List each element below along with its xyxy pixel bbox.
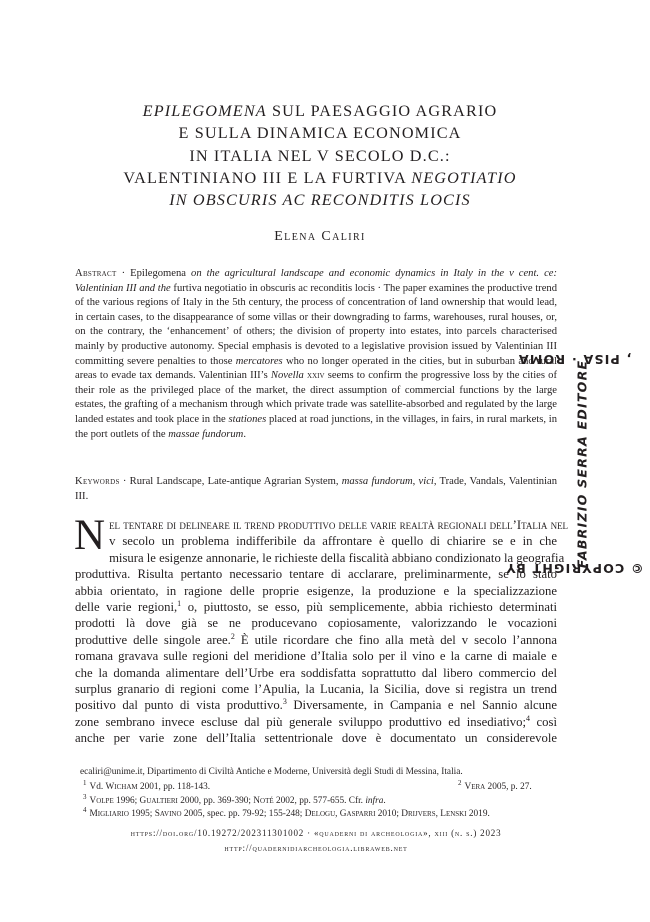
footnote-row bbox=[75, 781, 557, 794]
body-text bbox=[74, 512, 569, 747]
body-line: abbia orientato, in ragione delle proprie esigenze, la produzione e la specializzazione bbox=[75, 583, 557, 598]
footnote-ref[interactable]: 1 bbox=[177, 598, 182, 608]
footnote-2: $^2$ Vera 2005, p. 27. bbox=[458, 779, 532, 793]
copyright-text: © COPYRIGHT BY FABRIZIO SERRA EDITORE , PISA · ROMA bbox=[505, 352, 644, 576]
body-line: delle varie regioni,$^1$ o, piuttosto, se esso, più semplicemente, abbia richiesto determinati bbox=[75, 598, 557, 615]
body-line: misura le esigenze annonarie, le richieste della fiscalità abbiano condizionato la geografia bbox=[109, 550, 565, 565]
body-line: v secolo un problema indifferibile da affrontare è quello di chiarire se e in che bbox=[109, 534, 557, 549]
title-line-3: IN ITALIA NEL V SECOLO D.C.: bbox=[189, 146, 451, 165]
footnote-1: $^1$ Vd. Wicham 2001, pp. 118-143. bbox=[83, 779, 211, 793]
body-line: prodotti là dove già se ne producevano copiosamente, valorizzando le vocazioni bbox=[75, 616, 557, 631]
keywords: Keywords · Rural Landscape, Late-antique Agrarian System, massa fundorum, vici, Trade, Vandals, Valentinian III. bbox=[75, 476, 558, 502]
body-line: surplus granario di regioni come l’Apulia, la Lucania, la Sicilia, dove si registra un trend bbox=[75, 682, 557, 697]
doi-link[interactable]: https://doi.org/10.19272/202311301002 · «quaderni di archeologia», xiii (n. s.) 2023 bbox=[130, 828, 502, 838]
footnote-3: $^3$ Volpe 1996; Gualtieri 2000, pp. 369-390; Noté 2002, pp. 577-655. Cfr. infra. bbox=[83, 792, 386, 806]
title-line-1: EPILEGOMENA SUL PAESAGGIO AGRARIO bbox=[142, 102, 498, 120]
footnote-ref[interactable]: 4 bbox=[525, 713, 530, 723]
footnote-ref[interactable]: 3 bbox=[282, 697, 287, 707]
footnote-4: $^4$ Migliario 1995; Savino 2005, spec. pp. 79-92; 155-248; Delogu, Gasparri 2010; Drijvers, Lenski 2019. bbox=[83, 806, 490, 820]
journal-url-link[interactable]: http://quadernidiarcheologia.libraweb.net bbox=[224, 843, 408, 853]
author-affiliation: ecaliri@unime.it, Dipartimento di Civiltà Antiche e Moderne, Università degli Studi di Messina, Italia. bbox=[80, 767, 463, 777]
abstract: Abstract · Epilegomena on the agricultural landscape and economic dynamics in Italy in the v cent. ce: Valentinian III and the furtiva negotiatio in obscuris ac reconditis locis · The paper examines the productive trend of the various regions of Italy in the 5th century, the process of concentration of land ownership that would lead, in certain cases, to the disappearance of some villas or their downgrading to farms, warehouses, rural houses, or, on the contrary, the ‘enhancement’ of others; the division of property into estates, into parcels characterised mainly by productive autonomy. Special emphasis is devoted to a legislative provision issued by Valentinian III committing severe penalties to those mercatores who no longer operated in the cities, but in suburban and rural areas to evade tax demands. Valentinian III’s Novella xxiv seems to confirm the progressive loss by the cities of their role as the privileged place of the market, the direct assumption of commercial functions by the large estates, the grafting of a mechanism through which private trade was satellite-absorbed and regulated by the large landed estates and took place in the stationes placed at road junctions, in the villages, in fairs, in rural markets, in the port outlets of the massae fundorum. bbox=[75, 268, 558, 440]
title-line-2: E SULLA DINAMICA ECONOMICA bbox=[178, 124, 462, 143]
title-line-4: VALENTINIANO III E LA FURTIVA NEGOTIATIO bbox=[123, 168, 517, 187]
body-line: anche per varie zone dell’Italia settentrionale dove è documentato un considerevole bbox=[75, 731, 557, 746]
author-name: Elena Caliri bbox=[274, 229, 366, 244]
footnotes bbox=[75, 766, 557, 822]
body-line: el tentare di delineare il trend produttivo delle varie realtà regionali dell’Italia nel bbox=[109, 518, 569, 532]
drop-cap: N bbox=[74, 512, 106, 559]
article-title bbox=[70, 100, 570, 211]
title-line-5: IN OBSCURIS AC RECONDITIS LOCIS bbox=[169, 191, 471, 210]
body-line: positivo dal punto di vista produttivo.$^3$ Diversamente, in Campania e nel Sannio alcune bbox=[75, 697, 558, 713]
abstract-label: Abstract bbox=[75, 268, 117, 279]
body-line: produttiva. Risulta pertanto necessario tentare di acclarare, preliminarmente, se lo stato bbox=[75, 567, 557, 582]
keywords-label: Keywords bbox=[75, 476, 120, 487]
footnote-ref[interactable]: 2 bbox=[230, 631, 235, 641]
body-line: che la domanda alimentare dell’Urbe era soddisfatta soprattutto dal libero commercio del bbox=[75, 665, 557, 680]
body-line: produttive delle singole aree.$^2$ È utile ricordare che fino alla metà del v secolo l’annona bbox=[75, 631, 557, 647]
body-line: zone sembrano invece escluse dal più generale sviluppo produttivo ed insediativo;$^4$ così bbox=[75, 713, 557, 729]
body-line: romana gravava sulle regioni del meridione d’Italia solo per il vino e la carne di maiale e bbox=[75, 649, 557, 664]
